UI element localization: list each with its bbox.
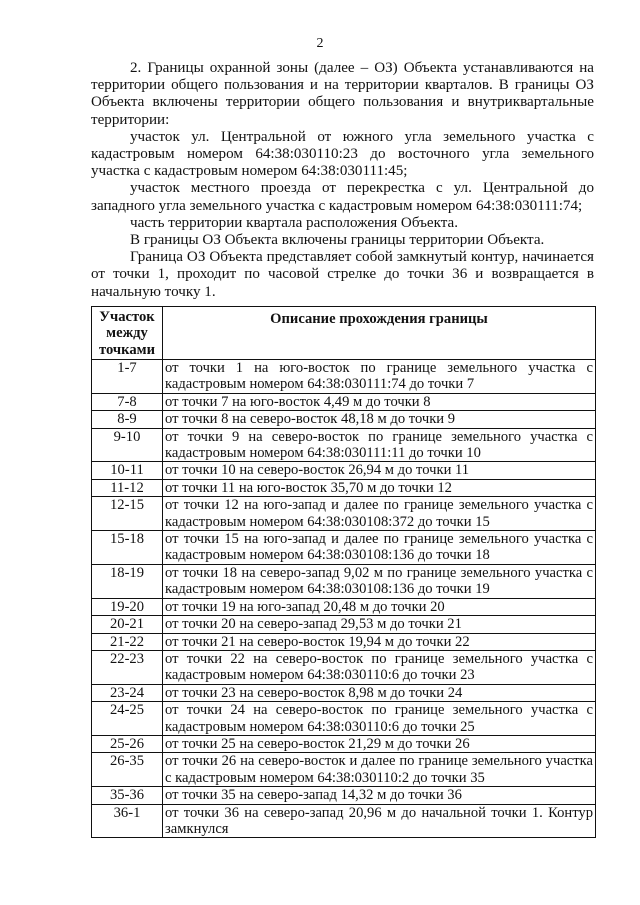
description-cell: от точки 26 на северо-восток и далее по границе земельного участка с кадастровым номером 64:38:030110:2 до точки 35 — [163, 753, 596, 787]
segment-cell: 24-25 — [92, 702, 163, 736]
description-cell: от точки 23 на северо-восток 8,98 м до точки 24 — [163, 684, 596, 701]
header-description: Описание прохождения границы — [163, 307, 596, 360]
segment-cell: 21-22 — [92, 633, 163, 650]
body-text — [91, 60, 594, 301]
segment-cell: 36-1 — [92, 804, 163, 838]
description-cell: от точки 21 на северо-восток 19,94 м до точки 22 — [163, 633, 596, 650]
segment-cell: 11-12 — [92, 479, 163, 496]
table-row — [92, 753, 596, 787]
description-cell: от точки 12 на юго-запад и далее по границе земельного участка с кадастровым номером 64:38:030108:372 до точки 15 — [163, 497, 596, 531]
segment-cell: 8-9 — [92, 411, 163, 428]
description-cell: от точки 15 на юго-запад и далее по границе земельного участка с кадастровым номером 64:38:030108:136 до точки 18 — [163, 531, 596, 565]
segment-cell: 7-8 — [92, 393, 163, 410]
table-header-row — [92, 307, 596, 360]
description-cell: от точки 10 на северо-восток 26,94 м до точки 11 — [163, 462, 596, 479]
segment-cell: 23-24 — [92, 684, 163, 701]
segment-cell: 19-20 — [92, 598, 163, 615]
segment-cell: 26-35 — [92, 753, 163, 787]
table-row — [92, 804, 596, 838]
table-body — [92, 360, 596, 838]
table-row — [92, 633, 596, 650]
page-number: 2 — [316, 36, 324, 51]
table-row — [92, 428, 596, 462]
description-cell: от точки 20 на северо-запад 29,53 м до точки 21 — [163, 616, 596, 633]
table-row — [92, 650, 596, 684]
header-segment: Участок между точками — [92, 307, 163, 360]
segment-cell: 25-26 — [92, 735, 163, 752]
segment-cell: 35-36 — [92, 787, 163, 804]
paragraph-zone-boundaries: 2. Границы охранной зоны (далее – ОЗ) Объекта устанавливаются на территории общего пользования и на территории кварталов. В границы ОЗ Объекта включены территории общего пользования и внутриквартальные территории: — [91, 60, 594, 128]
table-row — [92, 393, 596, 410]
table-row — [92, 598, 596, 615]
table-row — [92, 564, 596, 598]
table-row — [92, 462, 596, 479]
table-row — [92, 735, 596, 752]
description-cell: от точки 19 на юго-запад 20,48 м до точки 20 — [163, 598, 596, 615]
description-cell: от точки 1 на юго-восток по границе земельного участка с кадастровым номером 64:38:030111:74 до точки 7 — [163, 360, 596, 394]
description-cell: от точки 24 на северо-восток по границе земельного участка с кадастровым номером 64:38:030110:6 до точки 25 — [163, 702, 596, 736]
description-cell: от точки 8 на северо-восток 48,18 м до точки 9 — [163, 411, 596, 428]
paragraph-contour: Граница ОЗ Объекта представляет собой замкнутый контур, начинается от точки 1, проходит по часовой стрелке до точки 36 и возвращается в начальную точку 1. — [91, 249, 594, 300]
paragraph-local-driveway: участок местного проезда от перекрестка с ул. Центральной до западного угла земельного участка с кадастровым номером 64:38:030111:74; — [91, 180, 594, 214]
table-row — [92, 702, 596, 736]
table-row — [92, 497, 596, 531]
boundary-table — [91, 306, 596, 838]
description-cell: от точки 11 на юго-восток 35,70 м до точки 12 — [163, 479, 596, 496]
description-cell: от точки 36 на северо-запад 20,96 м до начальной точки 1. Контур замкнулся — [163, 804, 596, 838]
boundary-table-wrapper — [91, 306, 596, 838]
segment-cell: 10-11 — [92, 462, 163, 479]
table-row — [92, 411, 596, 428]
description-cell: от точки 18 на северо-запад 9,02 м по границе земельного участка с кадастровым номером 64:38:030108:136 до точки 19 — [163, 564, 596, 598]
description-cell: от точки 7 на юго-восток 4,49 м до точки 8 — [163, 393, 596, 410]
table-row — [92, 787, 596, 804]
table-row — [92, 360, 596, 394]
segment-cell: 9-10 — [92, 428, 163, 462]
description-cell: от точки 25 на северо-восток 21,29 м до точки 26 — [163, 735, 596, 752]
segment-cell: 18-19 — [92, 564, 163, 598]
description-cell: от точки 22 на северо-восток по границе земельного участка с кадастровым номером 64:38:030110:6 до точки 23 — [163, 650, 596, 684]
description-cell: от точки 9 на северо-восток по границе земельного участка с кадастровым номером 64:38:030111:11 до точки 10 — [163, 428, 596, 462]
segment-cell: 20-21 — [92, 616, 163, 633]
segment-cell: 22-23 — [92, 650, 163, 684]
table-row — [92, 684, 596, 701]
paragraph-quarter-part: часть территории квартала расположения Объекта. — [130, 214, 459, 231]
table-row — [92, 479, 596, 496]
description-cell: от точки 35 на северо-запад 14,32 м до точки 36 — [163, 787, 596, 804]
segment-cell: 1-7 — [92, 360, 163, 394]
table-row — [92, 531, 596, 565]
segment-cell: 15-18 — [92, 531, 163, 565]
paragraph-central-street: участок ул. Центральной от южного угла земельного участка с кадастровым номером 64:38:030110:23 до восточного угла земельного участка с кадастровым номером 64:38:030111:45; — [91, 128, 594, 180]
table-row — [92, 616, 596, 633]
paragraph-object-territory: В границы ОЗ Объекта включены границы территории Объекта. — [130, 232, 545, 249]
segment-cell: 12-15 — [92, 497, 163, 531]
